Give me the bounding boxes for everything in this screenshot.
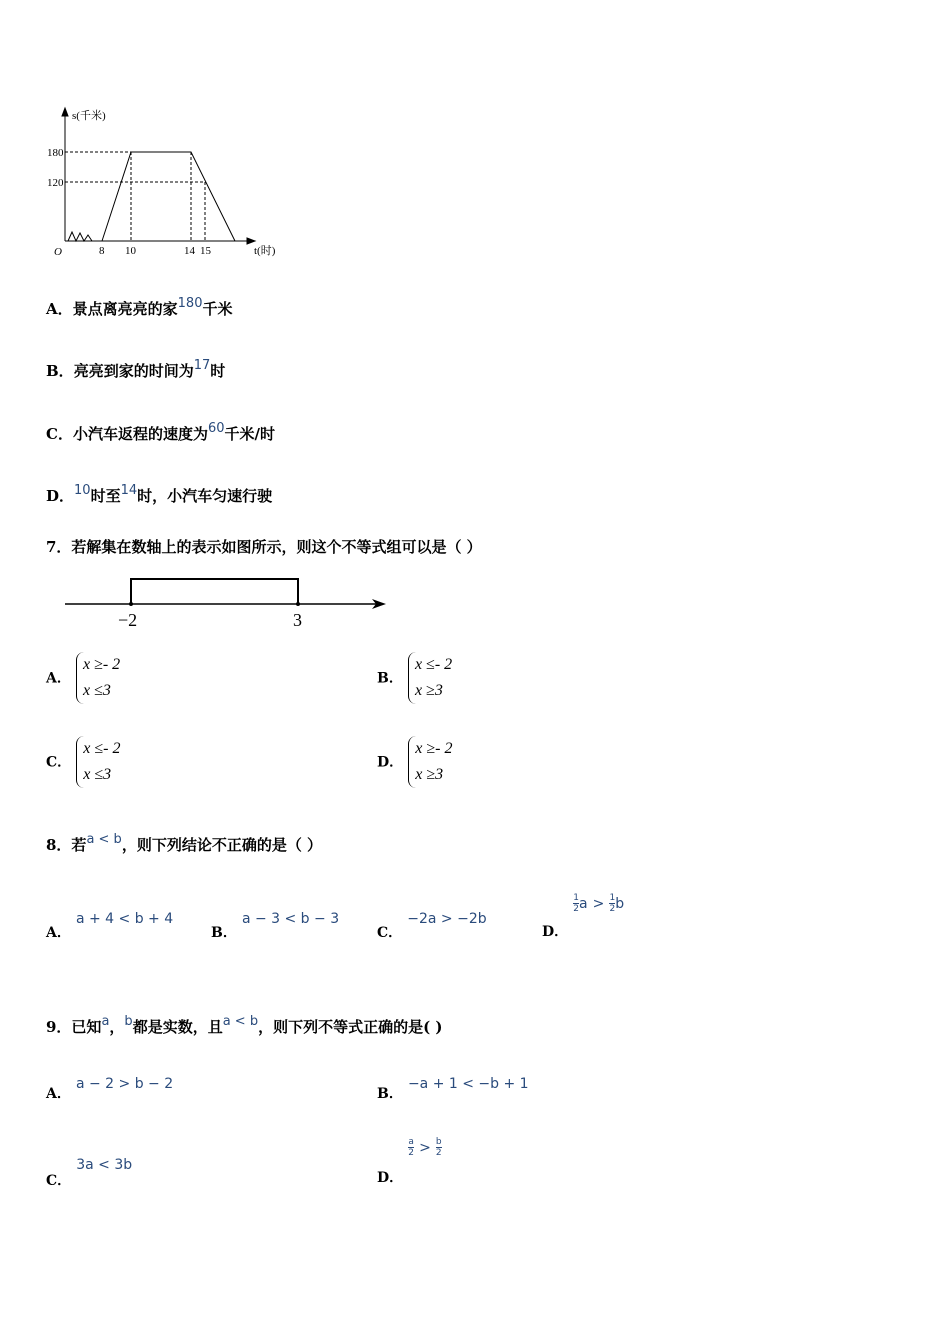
- q8-stem: 8．若a < b，则下列结论不正确的是（ ）: [46, 832, 323, 854]
- y-axis-label: s(千米): [72, 110, 106, 122]
- q8-option-b[interactable]: B． a − 3 < b − 3: [211, 911, 340, 941]
- number-line: [60, 570, 400, 635]
- x-tick-14: 14: [184, 245, 195, 257]
- q6-option-d[interactable]: D．10时至14时，小汽车匀速行驶: [46, 483, 273, 505]
- number-line-right-label: 3: [293, 610, 302, 630]
- x-tick-15: 15: [200, 245, 211, 257]
- q9-option-d[interactable]: D． $\frac{a}{2}$ > $\frac{b}{2}$: [377, 1137, 442, 1186]
- y-tick-180: 180: [47, 147, 64, 159]
- q7-option-d[interactable]: D． x ≥- 2 x ≥3: [377, 736, 452, 788]
- y-tick-120: 120: [47, 177, 64, 189]
- x-tick-8: 8: [99, 245, 105, 257]
- q6-option-c[interactable]: C．小汽车返程的速度为60千米/时: [46, 421, 275, 443]
- q9-option-a[interactable]: A． a − 2 > b − 2: [46, 1076, 174, 1102]
- inequality-system: x ≤- 2 x ≤3: [76, 736, 120, 788]
- x-axis-label: t(时): [254, 245, 276, 257]
- inequality-system: x ≥- 2 x ≤3: [76, 652, 120, 704]
- q8-option-c[interactable]: C． −2a > −2b: [377, 911, 487, 941]
- origin-label: O: [54, 246, 62, 258]
- q6-option-a[interactable]: A．景点离亮亮的家180千米: [46, 296, 233, 318]
- q7-stem: 7．若解集在数轴上的表示如图所示，则这个不等式组可以是（ ）: [46, 538, 482, 556]
- q7-option-c[interactable]: C． x ≤- 2 x ≤3: [46, 736, 120, 788]
- q8-option-d[interactable]: D． $\frac{1}{2}$ a > $\frac{1}{2}$ b: [542, 893, 625, 940]
- q9-stem: 9．已知a，b都是实数，且a < b，则下列不等式正确的是( ): [46, 1014, 443, 1036]
- q7-option-b[interactable]: B． x ≤- 2 x ≥3: [377, 652, 452, 704]
- inequality-system: x ≥- 2 x ≥3: [408, 736, 452, 788]
- q9-option-c[interactable]: C． 3a < 3b: [46, 1157, 133, 1189]
- q7-option-a[interactable]: A． x ≥- 2 x ≤3: [46, 652, 120, 704]
- q6-option-b[interactable]: B．亮亮到家的时间为17时: [46, 358, 226, 380]
- number-line-left-label: −2: [118, 610, 138, 630]
- x-tick-10: 10: [125, 245, 136, 257]
- distance-time-graph: [40, 100, 300, 270]
- q9-option-b[interactable]: B． −a + 1 < −b + 1: [377, 1076, 529, 1102]
- q8-option-a[interactable]: A． a + 4 < b + 4: [46, 911, 174, 941]
- inequality-system: x ≤- 2 x ≥3: [408, 652, 452, 704]
